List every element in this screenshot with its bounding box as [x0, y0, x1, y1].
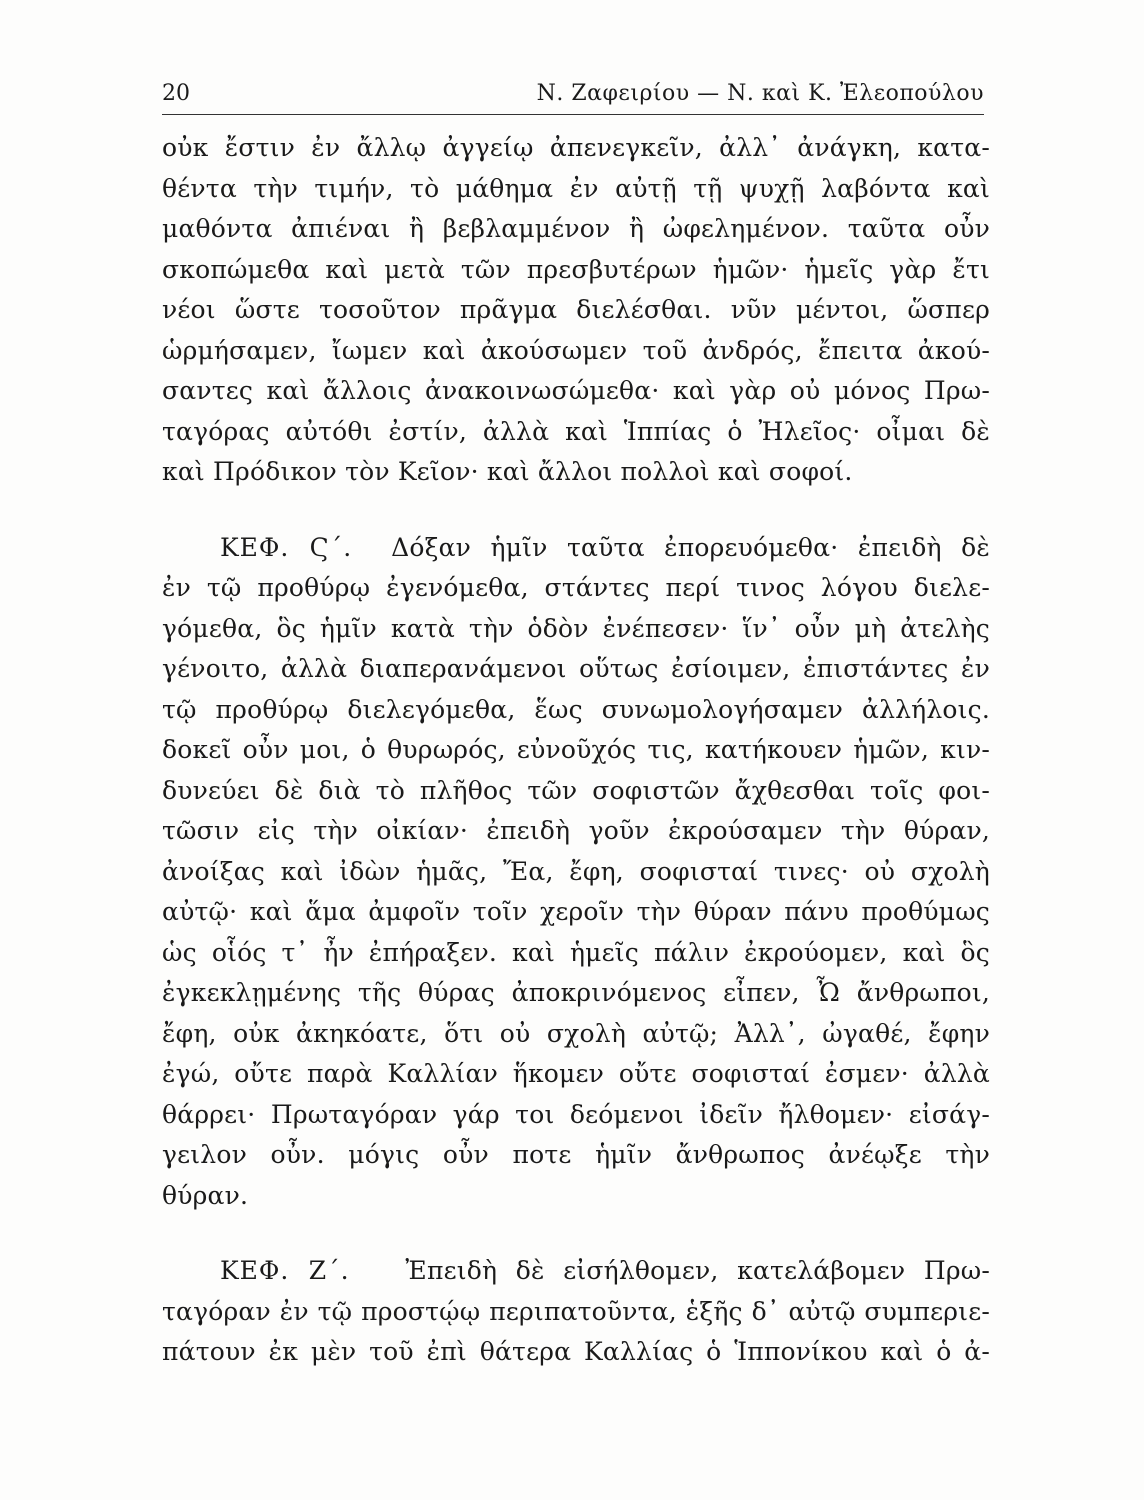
paragraph-gap: [162, 493, 990, 528]
paragraph-gap: [162, 1216, 990, 1251]
text-line: ἀνοίξας καὶ ἰδὼν ἡμᾶς, Ἔα, ἔφη, σοφισταί τινες· οὐ σχολὴ: [162, 856, 990, 886]
chapter-heading-line: [162, 528, 990, 569]
text-line: γόμεθα, ὃς ἡμῖν κατὰ τὴν ὁδὸν ἐνέπεσεν· ἵν᾽ οὖν μὴ ἀτελὴς: [162, 613, 990, 643]
page-header: [162, 76, 984, 112]
text-line: καὶ Πρόδικον τὸν Κεῖον· καὶ ἄλλοι πολλοὶ καὶ σοφοί.: [162, 457, 853, 486]
text-line: τῷ προθύρῳ διελεγόμεθα, ἕως συνωμολογήσαμεν ἀλλήλοις.: [162, 694, 990, 724]
chapter-7-paragraph: [162, 1251, 990, 1373]
text-line: ἔφη, οὐκ ἀκηκόατε, ὅτι οὐ σχολὴ αὐτῷ; Ἀλλ᾽, ὠγαθέ, ἔφην: [162, 1018, 990, 1048]
text-line: νέοι ὥστε τοσοῦτον πρᾶγμα διελέσθαι. νῦν μέντοι, ὥσπερ: [162, 295, 990, 324]
text-line: θύραν.: [162, 1180, 249, 1210]
chapter-label: ΚΕΦ. Ϛ΄.: [220, 532, 353, 562]
text-line: ἐγκεκλῃμένης τῆς θύρας ἀποκρινόμενος εἶπεν, Ὦ ἄνθρωποι,: [162, 978, 990, 1007]
text-line: οὐκ ἔστιν ἐν ἄλλῳ ἀγγείῳ ἀπενεγκεῖν, ἀλλ᾽ ἀνάγκη, κατα-: [162, 133, 990, 162]
text-line: θάρρει· Πρωταγόραν γάρ τοι δεόμενοι ἰδεῖν ἤλθομεν· εἰσάγ-: [162, 1099, 990, 1129]
text-line: γειλον οὖν. μόγις οὖν ποτε ἡμῖν ἄνθρωπος ἀνέῳξε τὴν: [162, 1140, 990, 1169]
text-line: σαντες καὶ ἄλλοις ἀνακοινωσώμεθα· καὶ γὰρ οὐ μόνος Πρω-: [162, 376, 990, 405]
text-span: Ἐπειδὴ δὲ εἰσήλθομεν, κατελάβομεν Πρω-: [405, 1256, 990, 1285]
text-line: μαθόντα ἀπιέναι ἢ βεβλαμμένον ἢ ὠφελημένον. ταῦτα οὖν: [162, 214, 990, 243]
running-head: Ν. Ζαφειρίου — Ν. καὶ Κ. Ἐλεοπούλου: [536, 81, 984, 106]
text-line: δοκεῖ οὖν μοι, ὁ θυρωρός, εὐνοῦχός τις, κατήκουεν ἡμῶν, κιν-: [162, 735, 990, 764]
text-line: τῶσιν εἰς τὴν οἰκίαν· ἐπειδὴ γοῦν ἐκρούσαμεν τὴν θύραν,: [162, 816, 990, 845]
page-number: 20: [162, 81, 190, 106]
text-line: ὡρμήσαμεν, ἴωμεν καὶ ἀκούσωμεν τοῦ ἀνδρός, ἔπειτα ἀκού-: [162, 335, 990, 365]
text-line: ἐγώ, οὔτε παρὰ Καλλίαν ἥκομεν οὔτε σοφισταί ἐσμεν· ἀλλὰ: [162, 1059, 990, 1088]
text-line: ἐν τῷ προθύρῳ ἐγενόμεθα, στάντες περί τινος λόγου διελε-: [162, 573, 990, 602]
chapter-heading-line: [162, 1251, 990, 1292]
text-line: γένοιτο, ἀλλὰ διαπερανάμενοι οὕτως ἐσίοιμεν, ἐπιστάντες ἐν: [162, 654, 990, 683]
header-rule: [162, 114, 984, 115]
text-line: ταγόραν ἐν τῷ προστῴῳ περιπατοῦντα, ἑξῆς δ᾽ αὐτῷ συμπεριε-: [162, 1296, 990, 1326]
chapter-6-paragraph: [162, 528, 990, 1217]
text-line: σκοπώμεθα καὶ μετὰ τῶν πρεσβυτέρων ἡμῶν· ἡμεῖς γὰρ ἔτι: [162, 254, 990, 284]
body-text: [162, 128, 990, 1373]
text-line: ταγόρας αὐτόθι ἐστίν, ἀλλὰ καὶ Ἱππίας ὁ Ἠλεῖος· οἶμαι δὲ: [162, 416, 990, 446]
text-line: δυνεύει δὲ διὰ τὸ πλῆθος τῶν σοφιστῶν ἄχθεσθαι τοῖς φοι-: [162, 775, 990, 805]
text-line: πάτουν ἐκ μὲν τοῦ ἐπὶ θάτερα Καλλίας ὁ Ἱππονίκου καὶ ὁ ἀ-: [162, 1337, 990, 1366]
text-line: θέντα τὴν τιμήν, τὸ μάθημα ἐν αὐτῇ τῇ ψυχῇ λαβόντα καὶ: [162, 173, 990, 203]
text-span: Δόξαν ἡμῖν ταῦτα ἐπορευόμεθα· ἐπειδὴ δὲ: [391, 532, 990, 562]
text-line: αὐτῷ· καὶ ἅμα ἀμφοῖν τοῖν χεροῖν τὴν θύραν πάνυ προθύμως: [162, 897, 990, 926]
text-line: ὡς οἷός τ᾽ ἦν ἐπήραξεν. καὶ ἡμεῖς πάλιν ἐκρούομεν, καὶ ὃς: [162, 937, 990, 967]
chapter-label: ΚΕΦ. Ζ΄.: [220, 1256, 350, 1285]
paragraph-continuation: [162, 128, 990, 493]
